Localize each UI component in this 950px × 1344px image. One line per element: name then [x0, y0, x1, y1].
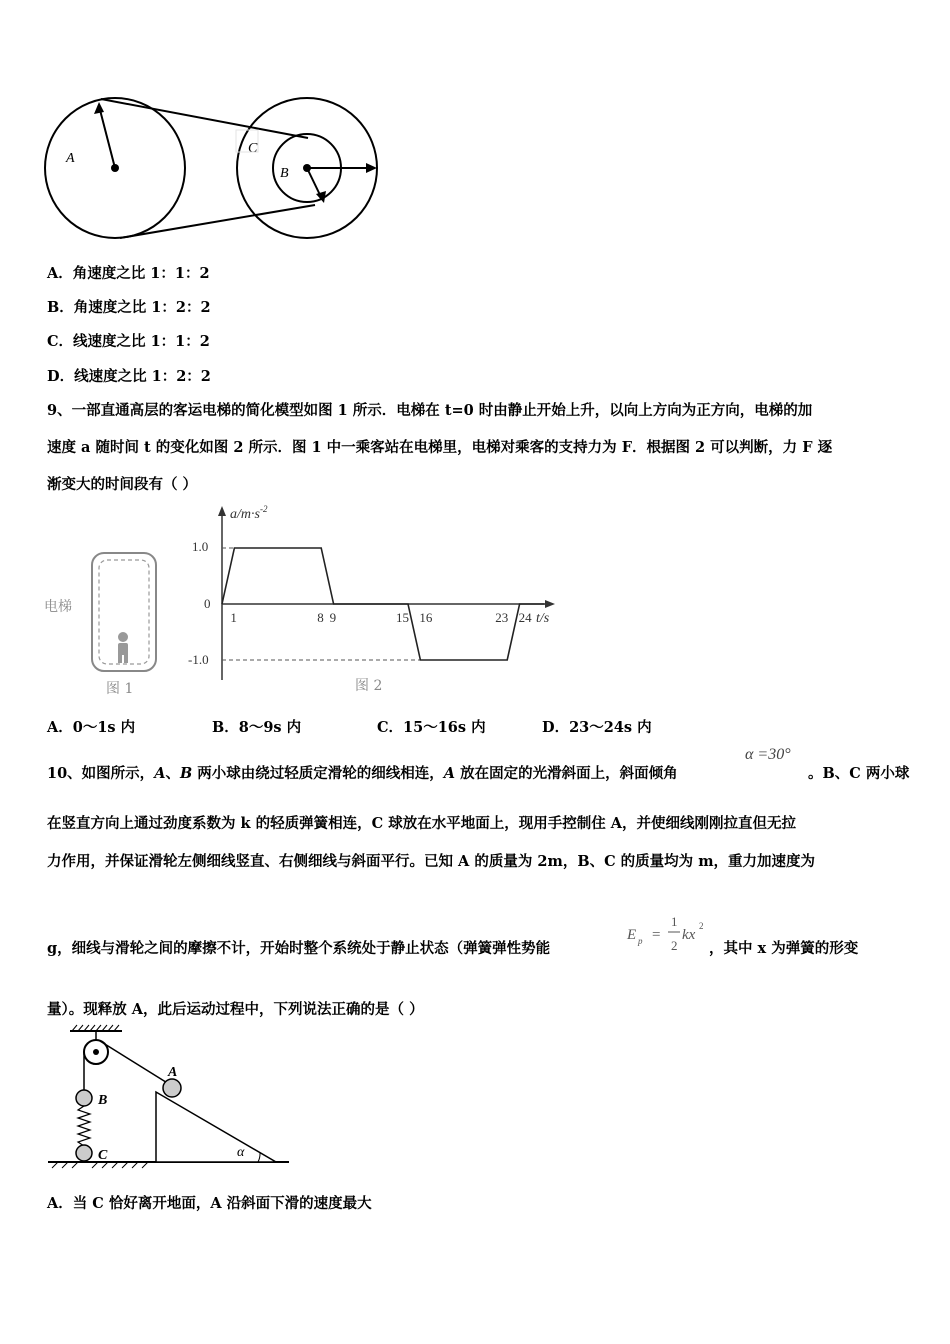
- q10-line-5: 量）。现释放 A，此后运动过程中，下列说法正确的是（ ）: [47, 1001, 424, 1018]
- svg-text:kx: kx: [682, 927, 696, 943]
- label-b: B: [280, 166, 289, 181]
- x-tick-8: 8: [317, 610, 324, 625]
- angle-formula: α =30°: [745, 746, 791, 763]
- pulley-figure: [40, 90, 390, 250]
- x-tick-9: 9: [329, 610, 337, 625]
- svg-text:=: =: [652, 927, 661, 943]
- fig2-caption: 图 2: [355, 678, 383, 694]
- q10-line-4-post: ，其中 x 为弹簧的形变: [709, 940, 859, 957]
- q8-option-a[interactable]: A．角速度之比 1：1：2: [47, 265, 210, 282]
- belt-bottom: [120, 205, 315, 238]
- svg-text:C: C: [98, 1148, 108, 1163]
- elevator-label: 电梯: [44, 599, 72, 615]
- q10-line-2: 在竖直方向上通过劲度系数为 k 的轻质弹簧相连，C 球放在水平地面上，现用手控制住 A，并使细线刚刚拉直但无拉: [47, 815, 797, 832]
- q10-option-a[interactable]: A．当 C 恰好离开地面，A 沿斜面下滑的速度最大: [47, 1195, 372, 1212]
- q9-option-a[interactable]: A．0～1s 内: [47, 719, 136, 736]
- q9-option-b[interactable]: B．8～9s 内: [212, 719, 302, 736]
- passenger-icon: [118, 632, 128, 663]
- y-axis-label: $a/m\cdot s^{-2}$: [230, 504, 268, 522]
- svg-text:2: 2: [699, 921, 704, 931]
- x-tick-1: 1: [230, 610, 237, 625]
- y-tick-0: 0: [204, 596, 211, 611]
- q8-option-b[interactable]: B．角速度之比 1：2：2: [47, 299, 211, 316]
- svg-text:B: B: [98, 1093, 108, 1108]
- x-tick-16: 16: [419, 610, 433, 625]
- q9-line-3: 渐变大的时间段有（ ）: [47, 476, 198, 493]
- svg-text:A: A: [168, 1065, 178, 1080]
- x-axis-label: t/s: [536, 611, 550, 626]
- q10-line-4-pre: g，细线与滑轮之间的摩擦不计，开始时整个系统处于静止状态（弹簧弹性势能: [47, 940, 551, 957]
- ball-a: [163, 1079, 181, 1097]
- incline: [156, 1092, 276, 1162]
- svg-text:α: α: [237, 1145, 245, 1160]
- q10-line-3: 力作用，并保证滑轮左侧细线竖直、右侧细线与斜面平行。已知 A 的质量为 2m，B、C 的质量均为 m，重力加速度为: [47, 853, 816, 870]
- q9-option-d[interactable]: D．23～24s 内: [542, 719, 652, 736]
- q9-line-1: 9、一部直通高层的客运电梯的简化模型如图 1 所示．电梯在 t=0 时由静止开始上升，以向上方向为正方向，电梯的加: [47, 402, 813, 419]
- q9-line-2: 速度 a 随时间 t 的变化如图 2 所示．图 1 中一乘客站在电梯里，电梯对乘客的支持力为 F．根据图 2 可以判断，力 F 逐: [47, 439, 833, 456]
- incline-figure: [44, 1022, 294, 1172]
- acceleration-chart: [180, 500, 580, 700]
- svg-text:2: 2: [671, 938, 678, 953]
- label-c: C: [248, 141, 258, 156]
- ball-b: [76, 1090, 92, 1106]
- ep-formula: [624, 910, 714, 960]
- svg-text:E: E: [627, 927, 637, 943]
- q9-option-c[interactable]: C．15～16s 内: [377, 719, 486, 736]
- x-tick-23: 23: [495, 610, 509, 625]
- q10-line-1: 10、如图所示，A、B 两小球由绕过轻质定滑轮的细线相连，A 放在固定的光滑斜面上，斜面倾角: [47, 765, 678, 782]
- svg-text:p: p: [638, 936, 643, 946]
- fig1-caption: 图 1: [106, 681, 134, 697]
- x-tick-24: 24: [518, 610, 532, 625]
- y-tick-1: 1.0: [192, 539, 209, 554]
- label-a: A: [66, 151, 75, 166]
- ball-c: [76, 1145, 92, 1161]
- q8-option-d[interactable]: D．线速度之比 1：2：2: [47, 368, 211, 385]
- y-tick-neg1: -1.0: [188, 652, 209, 667]
- svg-text:1: 1: [671, 914, 678, 929]
- q10-line-1-end: 。B、C 两小球: [808, 765, 910, 782]
- q8-option-c[interactable]: C．线速度之比 1：1：2: [47, 333, 210, 350]
- x-tick-15: 15: [396, 610, 409, 625]
- elevator-figure: [42, 545, 172, 700]
- spring: [78, 1106, 90, 1146]
